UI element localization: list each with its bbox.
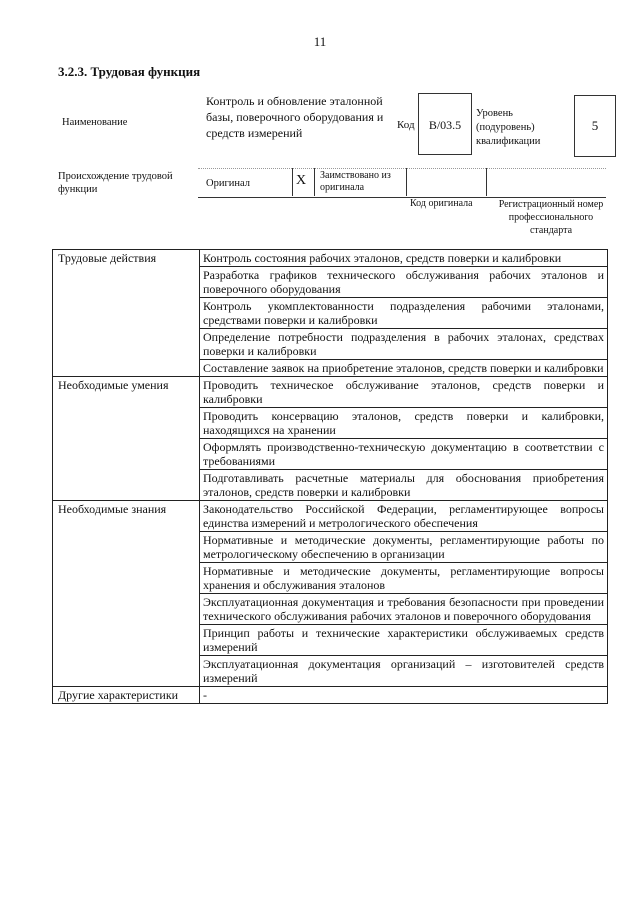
table-cell: Эксплуатационная документация организаций – изготовителей средств измерений xyxy=(200,656,608,687)
origin-mark: X xyxy=(296,173,307,188)
row-header: Необходимые умения xyxy=(53,377,200,501)
table-cell: Контроль укомплектованности подразделения рабочими эталонами, средствами поверки и калибровки xyxy=(200,298,608,329)
table-cell: Подготавливать расчетные материалы для обоснования приобретения эталонов, средств поверки и калибровки xyxy=(200,470,608,501)
row-header: Другие характеристики xyxy=(53,687,200,704)
section-title: 3.2.3. Трудовая функция xyxy=(58,64,201,79)
table-cell: Принцип работы и технические характеристики обслуживаемых средств измерений xyxy=(200,625,608,656)
table-cell: Проводить консервацию эталонов, средств поверки и калибровки, находящихся на хранении xyxy=(200,408,608,439)
table-row xyxy=(53,501,608,532)
table-row xyxy=(53,250,608,267)
divider xyxy=(406,168,407,196)
row-header: Необходимые знания xyxy=(53,501,200,687)
origin-borrowed: Заимствовано из оригинала xyxy=(320,170,391,193)
divider xyxy=(486,168,487,196)
table-cell: Проводить техническое обслуживание эталонов, средств поверки и калибровки xyxy=(200,377,608,408)
table-cell: Составление заявок на приобретение эталонов, средств поверки и калибровки xyxy=(200,360,608,377)
table-cell: Эксплуатационная документация и требования безопасности при проведении технического обслуживания рабочих эталонов и поверочного оборудования xyxy=(200,594,608,625)
table-cell: Нормативные и методические документы, регламентирующие вопросы хранения и обслуживания эталонов xyxy=(200,563,608,594)
level-value: 5 xyxy=(591,118,599,133)
competency-table xyxy=(52,249,608,704)
table-row xyxy=(53,687,608,704)
table-cell: Законодательство Российской Федерации, регламентирующее вопросы единства измерений и метрологического обеспечения xyxy=(200,501,608,532)
table-row xyxy=(53,377,608,408)
divider xyxy=(292,168,293,196)
code-value: В/03.5 xyxy=(428,118,462,132)
origin-reg-caption: Регистрационный номер профессионального стандарта xyxy=(498,199,604,236)
code-label: Код xyxy=(397,119,415,131)
name-label: Наименование xyxy=(62,117,128,128)
row-header: Трудовые действия xyxy=(53,250,200,377)
table-cell: Нормативные и методические документы, регламентирующие работы по метрологическому обеспечению в организации xyxy=(200,532,608,563)
table-cell: Контроль состояния рабочих эталонов, средств поверки и калибровки xyxy=(200,250,608,267)
table-cell: - xyxy=(200,687,608,704)
page-number: 11 xyxy=(313,34,327,49)
table-cell: Определение потребности подразделения в рабочих эталонах, средствах поверки и калибровки xyxy=(200,329,608,360)
function-name: Контроль и обновление эталонной базы, поверочного оборудования и средств измерений xyxy=(206,94,384,140)
table-cell: Оформлять производственно-техническую документацию в соответствии с требованиями xyxy=(200,439,608,470)
level-label: Уровень (подуровень) квалификации xyxy=(476,108,541,147)
origin-original: Оригинал xyxy=(206,178,250,189)
table-cell: Разработка графиков технического обслуживания рабочих эталонов и поверочного оборудования xyxy=(200,267,608,298)
origin-code-caption: Код оригинала xyxy=(410,198,473,209)
origin-label: Происхождение трудовой функции xyxy=(58,171,173,195)
divider xyxy=(314,168,315,196)
